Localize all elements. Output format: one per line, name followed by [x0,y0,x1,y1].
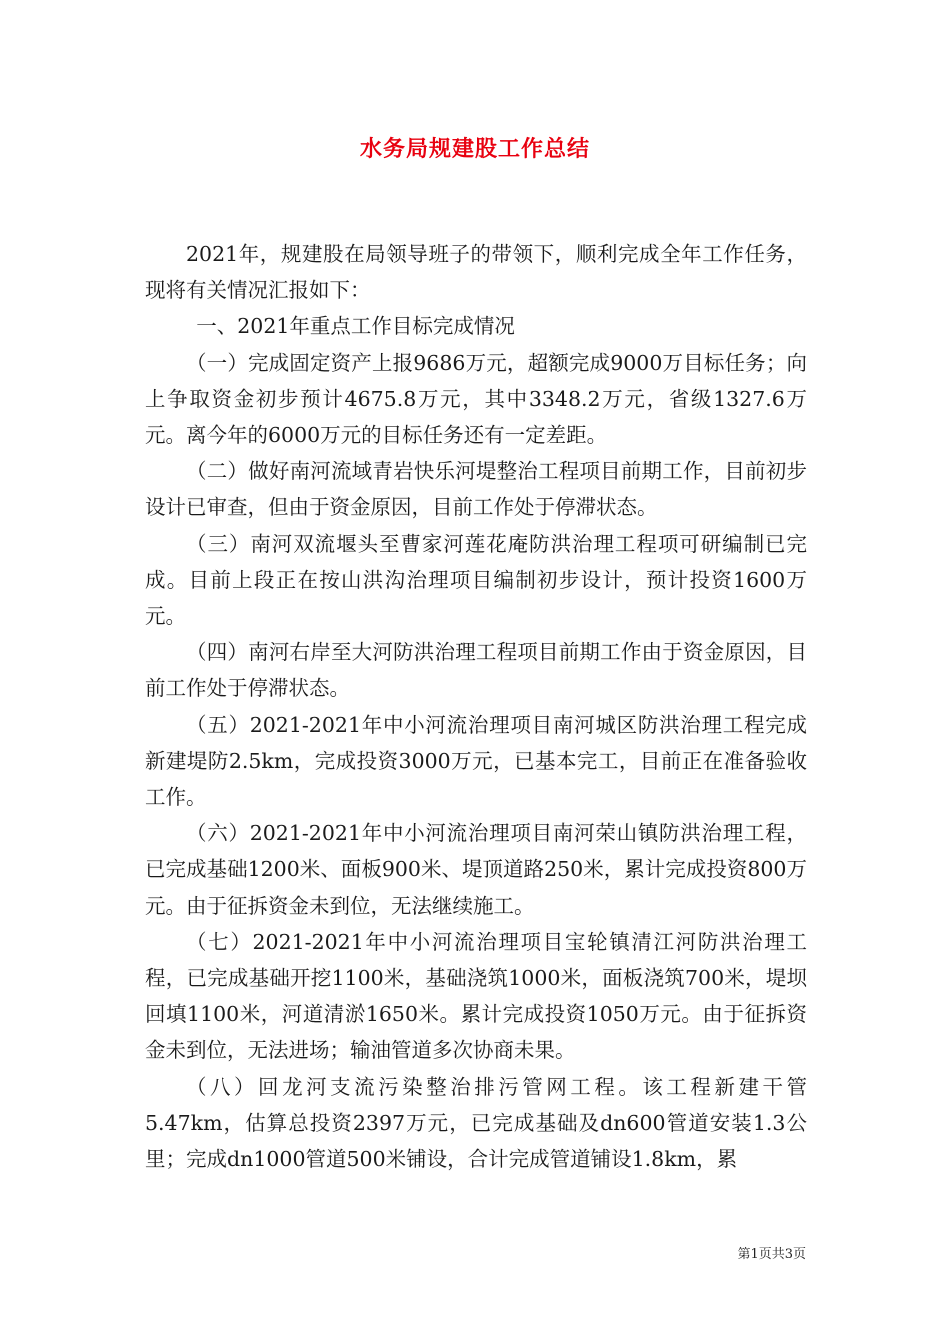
paragraph-item-5: （五）2021-2021年中小河流治理项目南河城区防洪治理工程完成新建堤防2.5km，完成投资3000万元，已基本完工，目前正在准备验收工作。 [145,712,807,810]
paragraph-item-2: （二）做好南河流域青岩快乐河堤整治工程项目前期工作，目前初步设计已审查，但由于资金原因，目前工作处于停滞状态。 [145,459,807,520]
paragraph-item-1: （一）完成固定资产上报9686万元，超额完成9000万目标任务；向上争取资金初步预计4675.8万元，其中3348.2万元，省级1327.6万元。离今年的6000万元的目标任务还有一定差距。 [145,350,807,448]
document-title: 水务局规建股工作总结 [359,137,590,162]
page-number: 第1页共3页 [737,1247,806,1262]
paragraph-item-6: （六）2021-2021年中小河流治理项目南河荣山镇防洪治理工程，已完成基础1200米、面板900米、堤顶道路250米，累计完成投资800万元。由于征拆资金未到位，无法继续施工。 [145,821,807,918]
section-heading: 一、2021年重点工作目标完成情况 [196,314,515,339]
paragraph-item-3: （三）南河双流堰头至曹家河莲花庵防洪治理工程项可研编制已完成。目前上段正在按山洪沟治理项目编制初步设计，预计投资1600万元。 [145,531,807,629]
paragraph-item-4: （四）南河右岸至大河防洪治理工程项目前期工作由于资金原因，目前工作处于停滞状态。 [145,640,807,701]
paragraph-item-7: （七）2021-2021年中小河流治理项目宝轮镇清江河防洪治理工程，已完成基础开挖1100米，基础浇筑1000米，面板浇筑700米，堤坝回填1100米，河道清淤1650米。累计完成投资1050万元。由于征拆资金未到位，无法进场；输油管道多次协商未果。 [145,929,807,1063]
paragraph-item-8: （八）回龙河支流污染整治排污管网工程。该工程新建干管5.47km，估算总投资2397万元，已完成基础及dn600管道安装1.3公里；完成dn1000管道500米铺设，合计完成管道铺设1.8km，累 [145,1074,807,1172]
document-body [145,236,807,1177]
paragraph-intro: 2021年，规建股在局领导班子的带领下，顺利完成全年工作任务，现将有关情况汇报如下： [145,242,807,303]
